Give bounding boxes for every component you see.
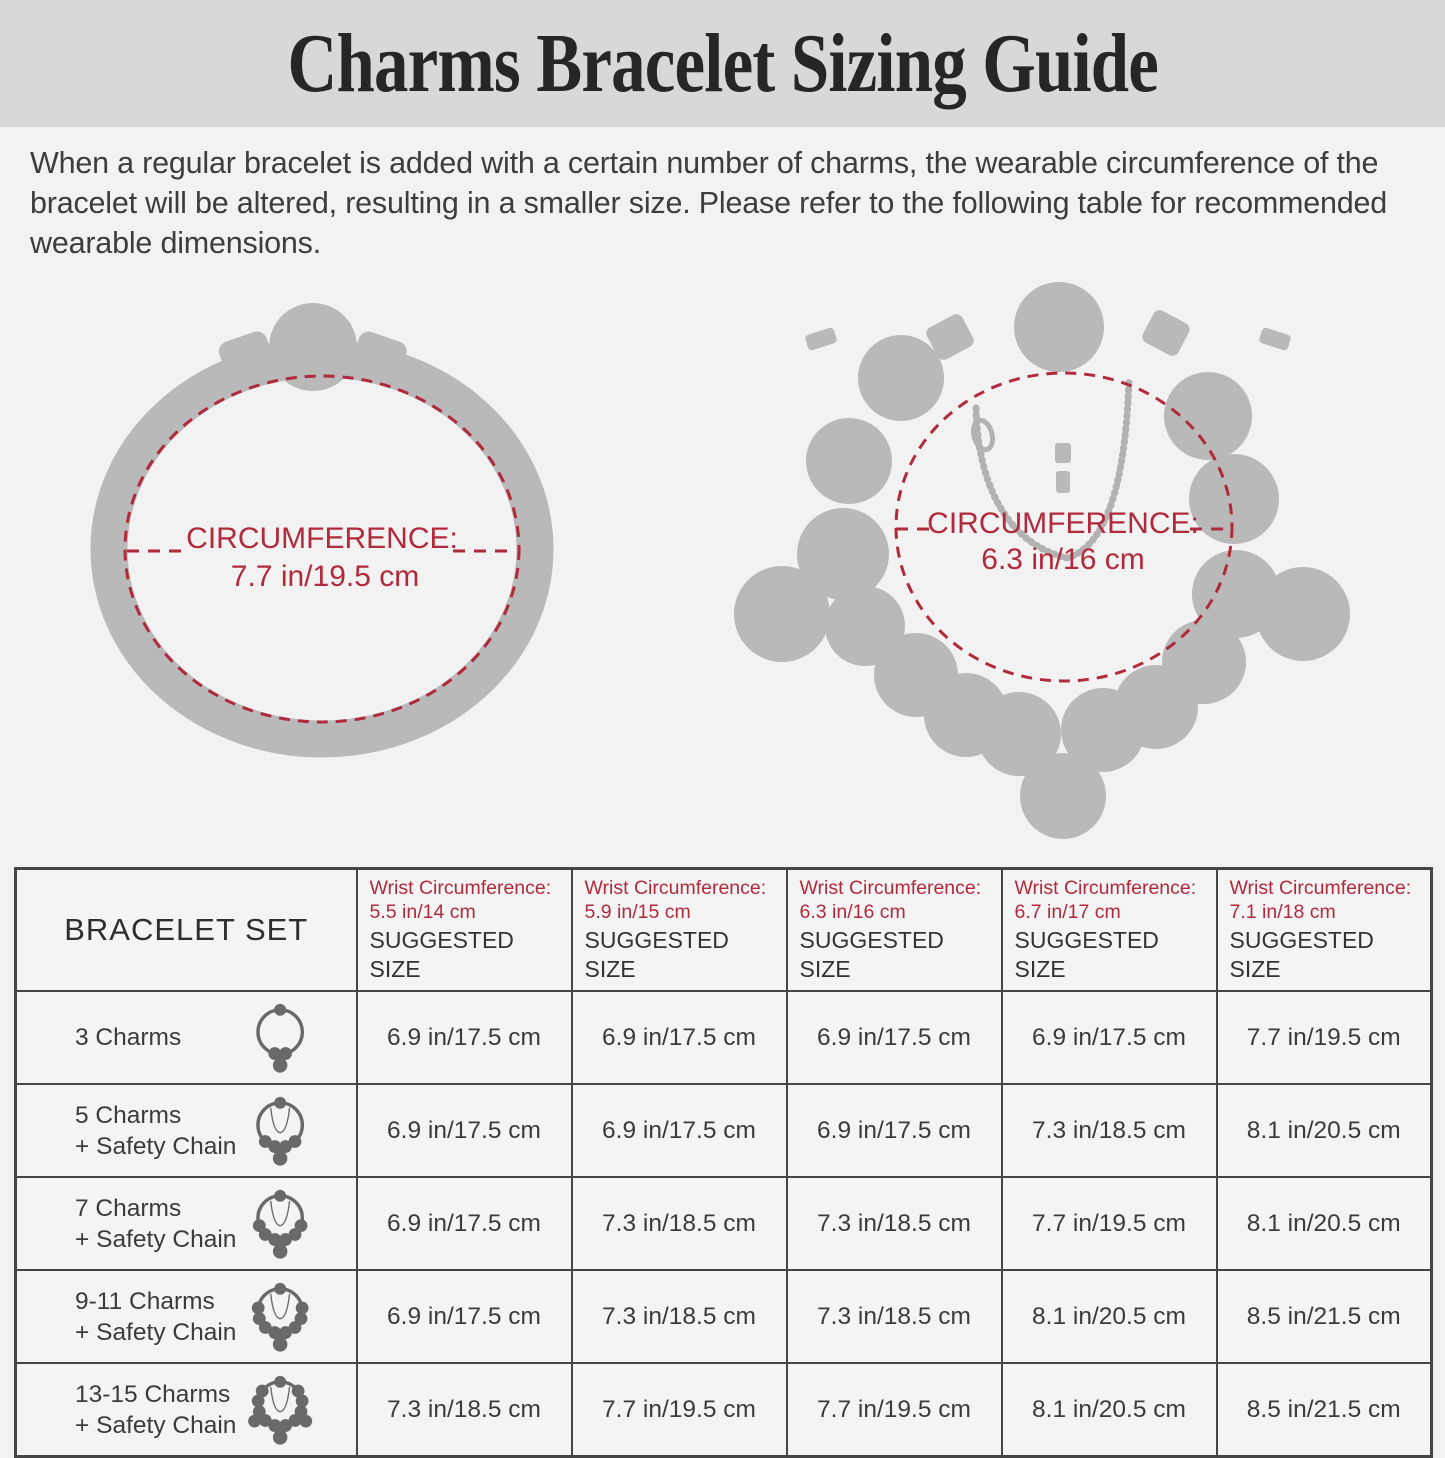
suggested-size-cell: 8.1 in/20.5 cm bbox=[1002, 1270, 1217, 1363]
circumference-value: 7.7 in/19.5 cm bbox=[230, 560, 420, 593]
wrist-circumference-header bbox=[1002, 869, 1217, 992]
suggested-size-cell: 6.9 in/17.5 cm bbox=[357, 1270, 572, 1363]
suggested-size-cell: 7.3 in/18.5 cm bbox=[1002, 1084, 1217, 1177]
wrist-circumference-header bbox=[787, 869, 1002, 992]
table-body bbox=[16, 991, 1432, 1457]
wrist-size-value: 5.5 in/14 cm bbox=[369, 901, 476, 923]
bracelet-set-label: 9-11 Charms + Safety Chain bbox=[75, 1287, 237, 1346]
suggested-size-cell: 6.9 in/17.5 cm bbox=[357, 1084, 572, 1177]
bracelet-diagrams bbox=[0, 267, 1445, 867]
wrist-circumference-header bbox=[572, 869, 787, 992]
charm-bracelet-row-icon bbox=[246, 1372, 316, 1448]
suggested-size-cell: 6.9 in/17.5 cm bbox=[787, 991, 1002, 1084]
wrist-circumference-label: Wrist Circumference: bbox=[1014, 877, 1197, 899]
suggested-size-label: SUGGESTED SIZE bbox=[1014, 927, 1159, 982]
wrist-circumference-header bbox=[1217, 869, 1432, 992]
table-row bbox=[16, 1270, 1432, 1363]
suggested-size-cell: 7.7 in/19.5 cm bbox=[572, 1363, 787, 1457]
suggested-size-cell: 7.3 in/18.5 cm bbox=[787, 1270, 1002, 1363]
bracelet-set-label: 3 Charms bbox=[75, 1024, 182, 1051]
wrist-size-value: 6.3 in/16 cm bbox=[799, 901, 906, 923]
suggested-size-cell: 7.3 in/18.5 cm bbox=[787, 1177, 1002, 1270]
bracelet-set-header: BRACELET SET bbox=[16, 869, 357, 992]
suggested-size-cell: 8.5 in/21.5 cm bbox=[1217, 1270, 1432, 1363]
wrist-size-value: 7.1 in/18 cm bbox=[1229, 901, 1336, 923]
table-row bbox=[16, 1084, 1432, 1177]
suggested-size-cell: 8.1 in/20.5 cm bbox=[1217, 1084, 1432, 1177]
suggested-size-label: SUGGESTED SIZE bbox=[369, 927, 514, 982]
suggested-size-cell: 7.7 in/19.5 cm bbox=[1217, 991, 1432, 1084]
suggested-size-cell: 6.9 in/17.5 cm bbox=[572, 991, 787, 1084]
sizing-table bbox=[14, 867, 1433, 1458]
bracelet-set-label: 13-15 Charms + Safety Chain bbox=[75, 1380, 237, 1439]
suggested-size-cell: 6.9 in/17.5 cm bbox=[357, 991, 572, 1084]
suggested-size-cell: 8.1 in/20.5 cm bbox=[1002, 1363, 1217, 1457]
header-band bbox=[0, 0, 1445, 127]
bracelet-set-cell bbox=[16, 991, 357, 1084]
table-header-row bbox=[16, 869, 1432, 992]
wrist-size-value: 5.9 in/15 cm bbox=[584, 901, 691, 923]
suggested-size-cell: 7.7 in/19.5 cm bbox=[787, 1363, 1002, 1457]
wrist-circumference-label: Wrist Circumference: bbox=[584, 877, 767, 899]
circumference-label: CIRCUMFERENCE: bbox=[927, 507, 1199, 540]
bracelet-set-cell bbox=[16, 1177, 357, 1270]
circumference-value: 6.3 in/16 cm bbox=[981, 543, 1145, 576]
bracelet-set-label: 7 Charms + Safety Chain bbox=[75, 1194, 237, 1253]
circumference-label: CIRCUMFERENCE: bbox=[186, 522, 458, 555]
table-row bbox=[16, 1363, 1432, 1457]
suggested-size-cell: 6.9 in/17.5 cm bbox=[1002, 991, 1217, 1084]
suggested-size-label: SUGGESTED SIZE bbox=[584, 927, 729, 982]
suggested-size-cell: 7.3 in/18.5 cm bbox=[572, 1270, 787, 1363]
charm-bracelet-diagram bbox=[734, 282, 1350, 839]
table-row bbox=[16, 1177, 1432, 1270]
charm-bracelet-row-icon bbox=[246, 1000, 316, 1076]
bracelet-set-cell bbox=[16, 1270, 357, 1363]
wrist-circumference-label: Wrist Circumference: bbox=[799, 877, 982, 899]
suggested-size-cell: 6.9 in/17.5 cm bbox=[357, 1177, 572, 1270]
suggested-size-cell: 8.1 in/20.5 cm bbox=[1217, 1177, 1432, 1270]
suggested-size-cell: 7.7 in/19.5 cm bbox=[1002, 1177, 1217, 1270]
charm-bracelet-row-icon bbox=[246, 1279, 316, 1355]
bracelet-set-cell bbox=[16, 1363, 357, 1457]
wrist-circumference-label: Wrist Circumference: bbox=[369, 877, 552, 899]
table-row bbox=[16, 991, 1432, 1084]
plain-bracelet-diagram bbox=[109, 303, 535, 739]
suggested-size-cell: 7.3 in/18.5 cm bbox=[357, 1363, 572, 1457]
suggested-size-label: SUGGESTED SIZE bbox=[1229, 927, 1374, 982]
suggested-size-cell: 6.9 in/17.5 cm bbox=[787, 1084, 1002, 1177]
suggested-size-cell: 6.9 in/17.5 cm bbox=[572, 1084, 787, 1177]
suggested-size-label: SUGGESTED SIZE bbox=[799, 927, 944, 982]
intro-paragraph: When a regular bracelet is added with a certain number of charms, the wearable circumference of the bracelet will be altered, resulting in a smaller size. Please refer to the following table for recommended wearable dimensions. bbox=[30, 146, 1388, 260]
suggested-size-cell: 8.5 in/21.5 cm bbox=[1217, 1363, 1432, 1457]
page-title: Charms Bracelet Sizing Guide bbox=[287, 17, 1158, 110]
wrist-size-value: 6.7 in/17 cm bbox=[1014, 901, 1121, 923]
wrist-circumference-label: Wrist Circumference: bbox=[1229, 877, 1412, 899]
charm-bracelet-row-icon bbox=[246, 1186, 316, 1262]
bracelet-set-cell bbox=[16, 1084, 357, 1177]
wrist-circumference-header bbox=[357, 869, 572, 992]
charm-bracelet-row-icon bbox=[246, 1093, 316, 1169]
suggested-size-cell: 7.3 in/18.5 cm bbox=[572, 1177, 787, 1270]
bracelet-set-label: 5 Charms + Safety Chain bbox=[75, 1101, 237, 1160]
